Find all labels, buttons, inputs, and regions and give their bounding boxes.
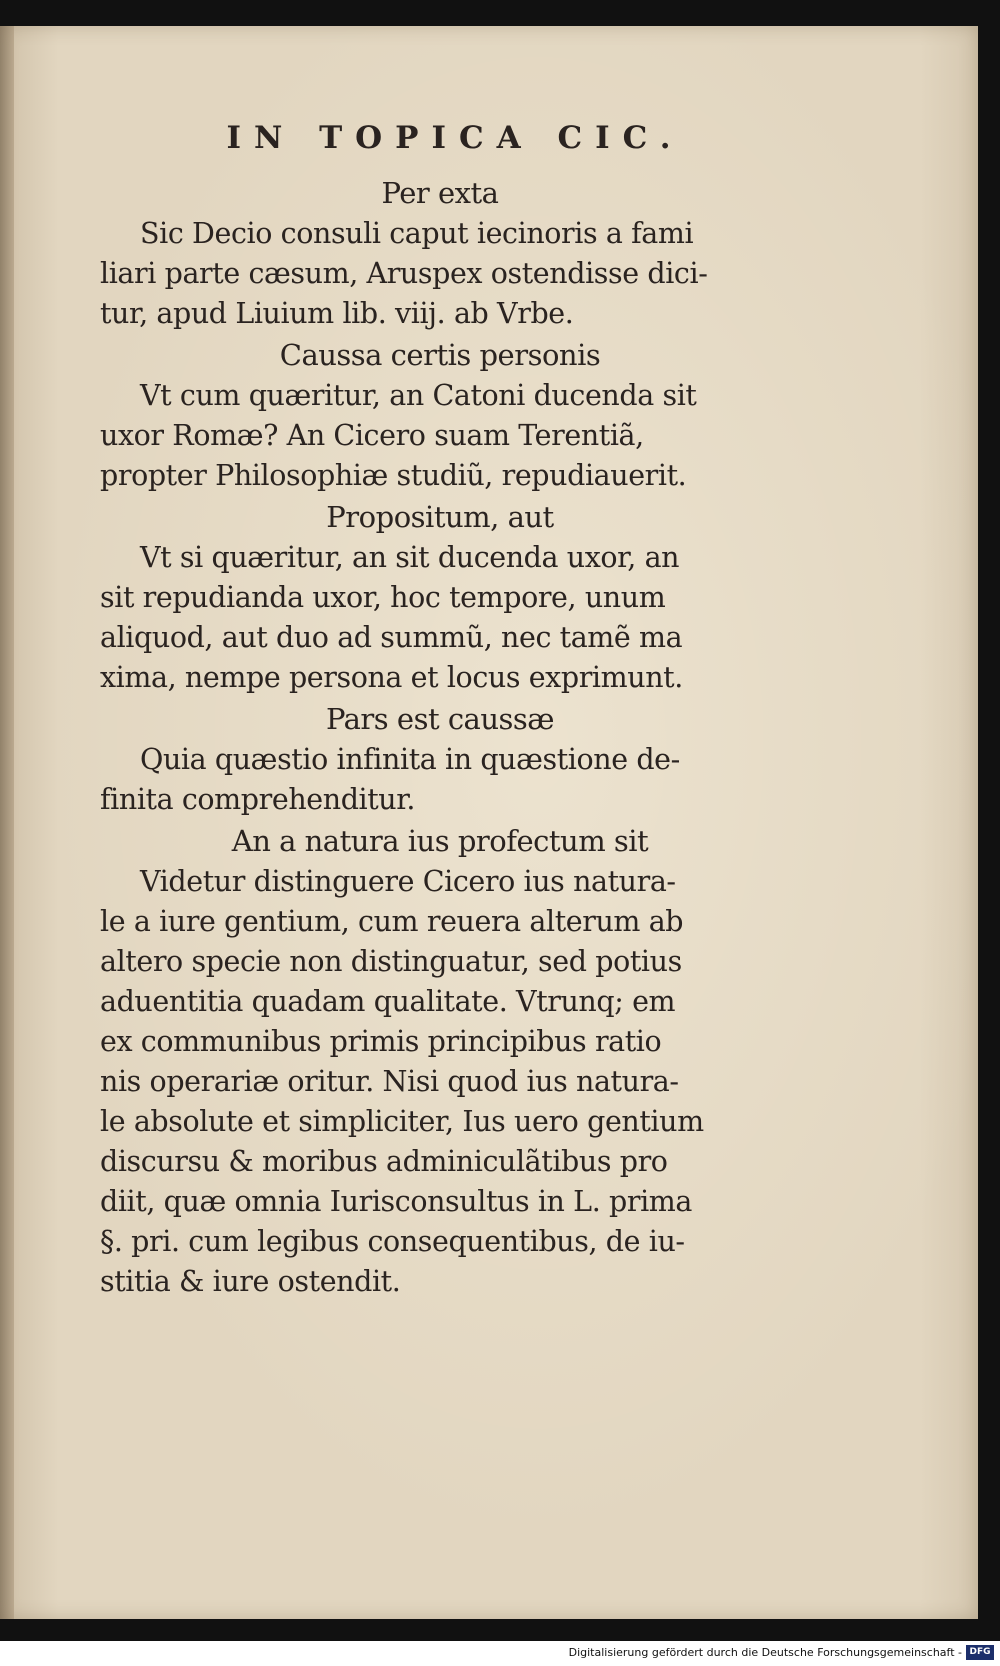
section-pars bbox=[100, 698, 780, 820]
text-line: le a iure gentium, cum reuera alterum ab bbox=[100, 905, 684, 938]
section-per-exta bbox=[100, 172, 780, 334]
section-paragraph bbox=[100, 740, 780, 820]
section-heading: Caussa certis personis bbox=[279, 338, 601, 372]
text-line: le absolute et simpliciter, Ius uero gentium bbox=[100, 1105, 704, 1138]
section-paragraph bbox=[100, 862, 780, 1302]
section-propositum bbox=[100, 496, 780, 698]
page-text bbox=[100, 118, 780, 1302]
text-line: Quia quæstio infinita in quæstione de- bbox=[140, 743, 680, 776]
section-paragraph bbox=[100, 376, 780, 496]
text-line: altero specie non distinguatur, sed potius bbox=[100, 945, 682, 978]
funding-notice: Digitalisierung gefördert durch die Deutsche Forschungsgemeinschaft - bbox=[568, 1646, 962, 1659]
section-heading: Pars est caussæ bbox=[325, 702, 555, 736]
text-line: diit, quæ omnia Iurisconsultus in L. prima bbox=[100, 1185, 693, 1218]
text-line: Sic Decio consuli caput iecinoris a fami bbox=[140, 217, 694, 250]
text-line: propter Philosophiæ studiũ, repudiauerit. bbox=[100, 459, 687, 492]
page-gutter bbox=[0, 26, 14, 1619]
text-line: nis operariæ oritur. Nisi quod ius natura- bbox=[100, 1065, 679, 1098]
text-line: Videtur distinguere Cicero ius natura- bbox=[140, 865, 676, 898]
section-paragraph bbox=[100, 214, 780, 334]
dfg-logo: DFG bbox=[966, 1645, 994, 1660]
running-head: IN TOPICA CIC. bbox=[226, 120, 684, 156]
text-line: discursu & moribus adminiculãtibus pro bbox=[100, 1145, 668, 1178]
text-line: Vt si quæritur, an sit ducenda uxor, an bbox=[140, 541, 680, 574]
text-line: sit repudianda uxor, hoc tempore, unum bbox=[100, 581, 666, 614]
section-caussa bbox=[100, 334, 780, 496]
text-line: tur, apud Liuium lib. viij. ab Vrbe. bbox=[100, 297, 574, 330]
text-line: aduentitia quadam qualitate. Vtrunq; em bbox=[100, 985, 676, 1018]
section-paragraph bbox=[100, 538, 780, 698]
text-line: liari parte cæsum, Aruspex ostendisse dici- bbox=[100, 257, 708, 290]
text-line: §. pri. cum legibus consequentibus, de iu- bbox=[100, 1225, 685, 1258]
text-line: Vt cum quæritur, an Catoni ducenda sit bbox=[140, 379, 697, 412]
text-line: aliquod, aut duo ad summũ, nec tamẽ ma bbox=[100, 621, 683, 654]
text-line: finita comprehenditur. bbox=[100, 783, 416, 816]
text-line: ex communibus primis principibus ratio bbox=[100, 1025, 662, 1058]
text-line: uxor Romæ? An Cicero suam Terentiã, bbox=[100, 419, 644, 452]
text-line: xima, nempe persona et locus exprimunt. bbox=[100, 661, 683, 694]
section-heading: Propositum, aut bbox=[326, 500, 554, 534]
section-natura bbox=[100, 820, 780, 1302]
section-heading: An a natura ius profectum sit bbox=[231, 824, 649, 858]
section-heading: Per exta bbox=[381, 176, 499, 210]
text-line: stitia & iure ostendit. bbox=[100, 1265, 401, 1298]
